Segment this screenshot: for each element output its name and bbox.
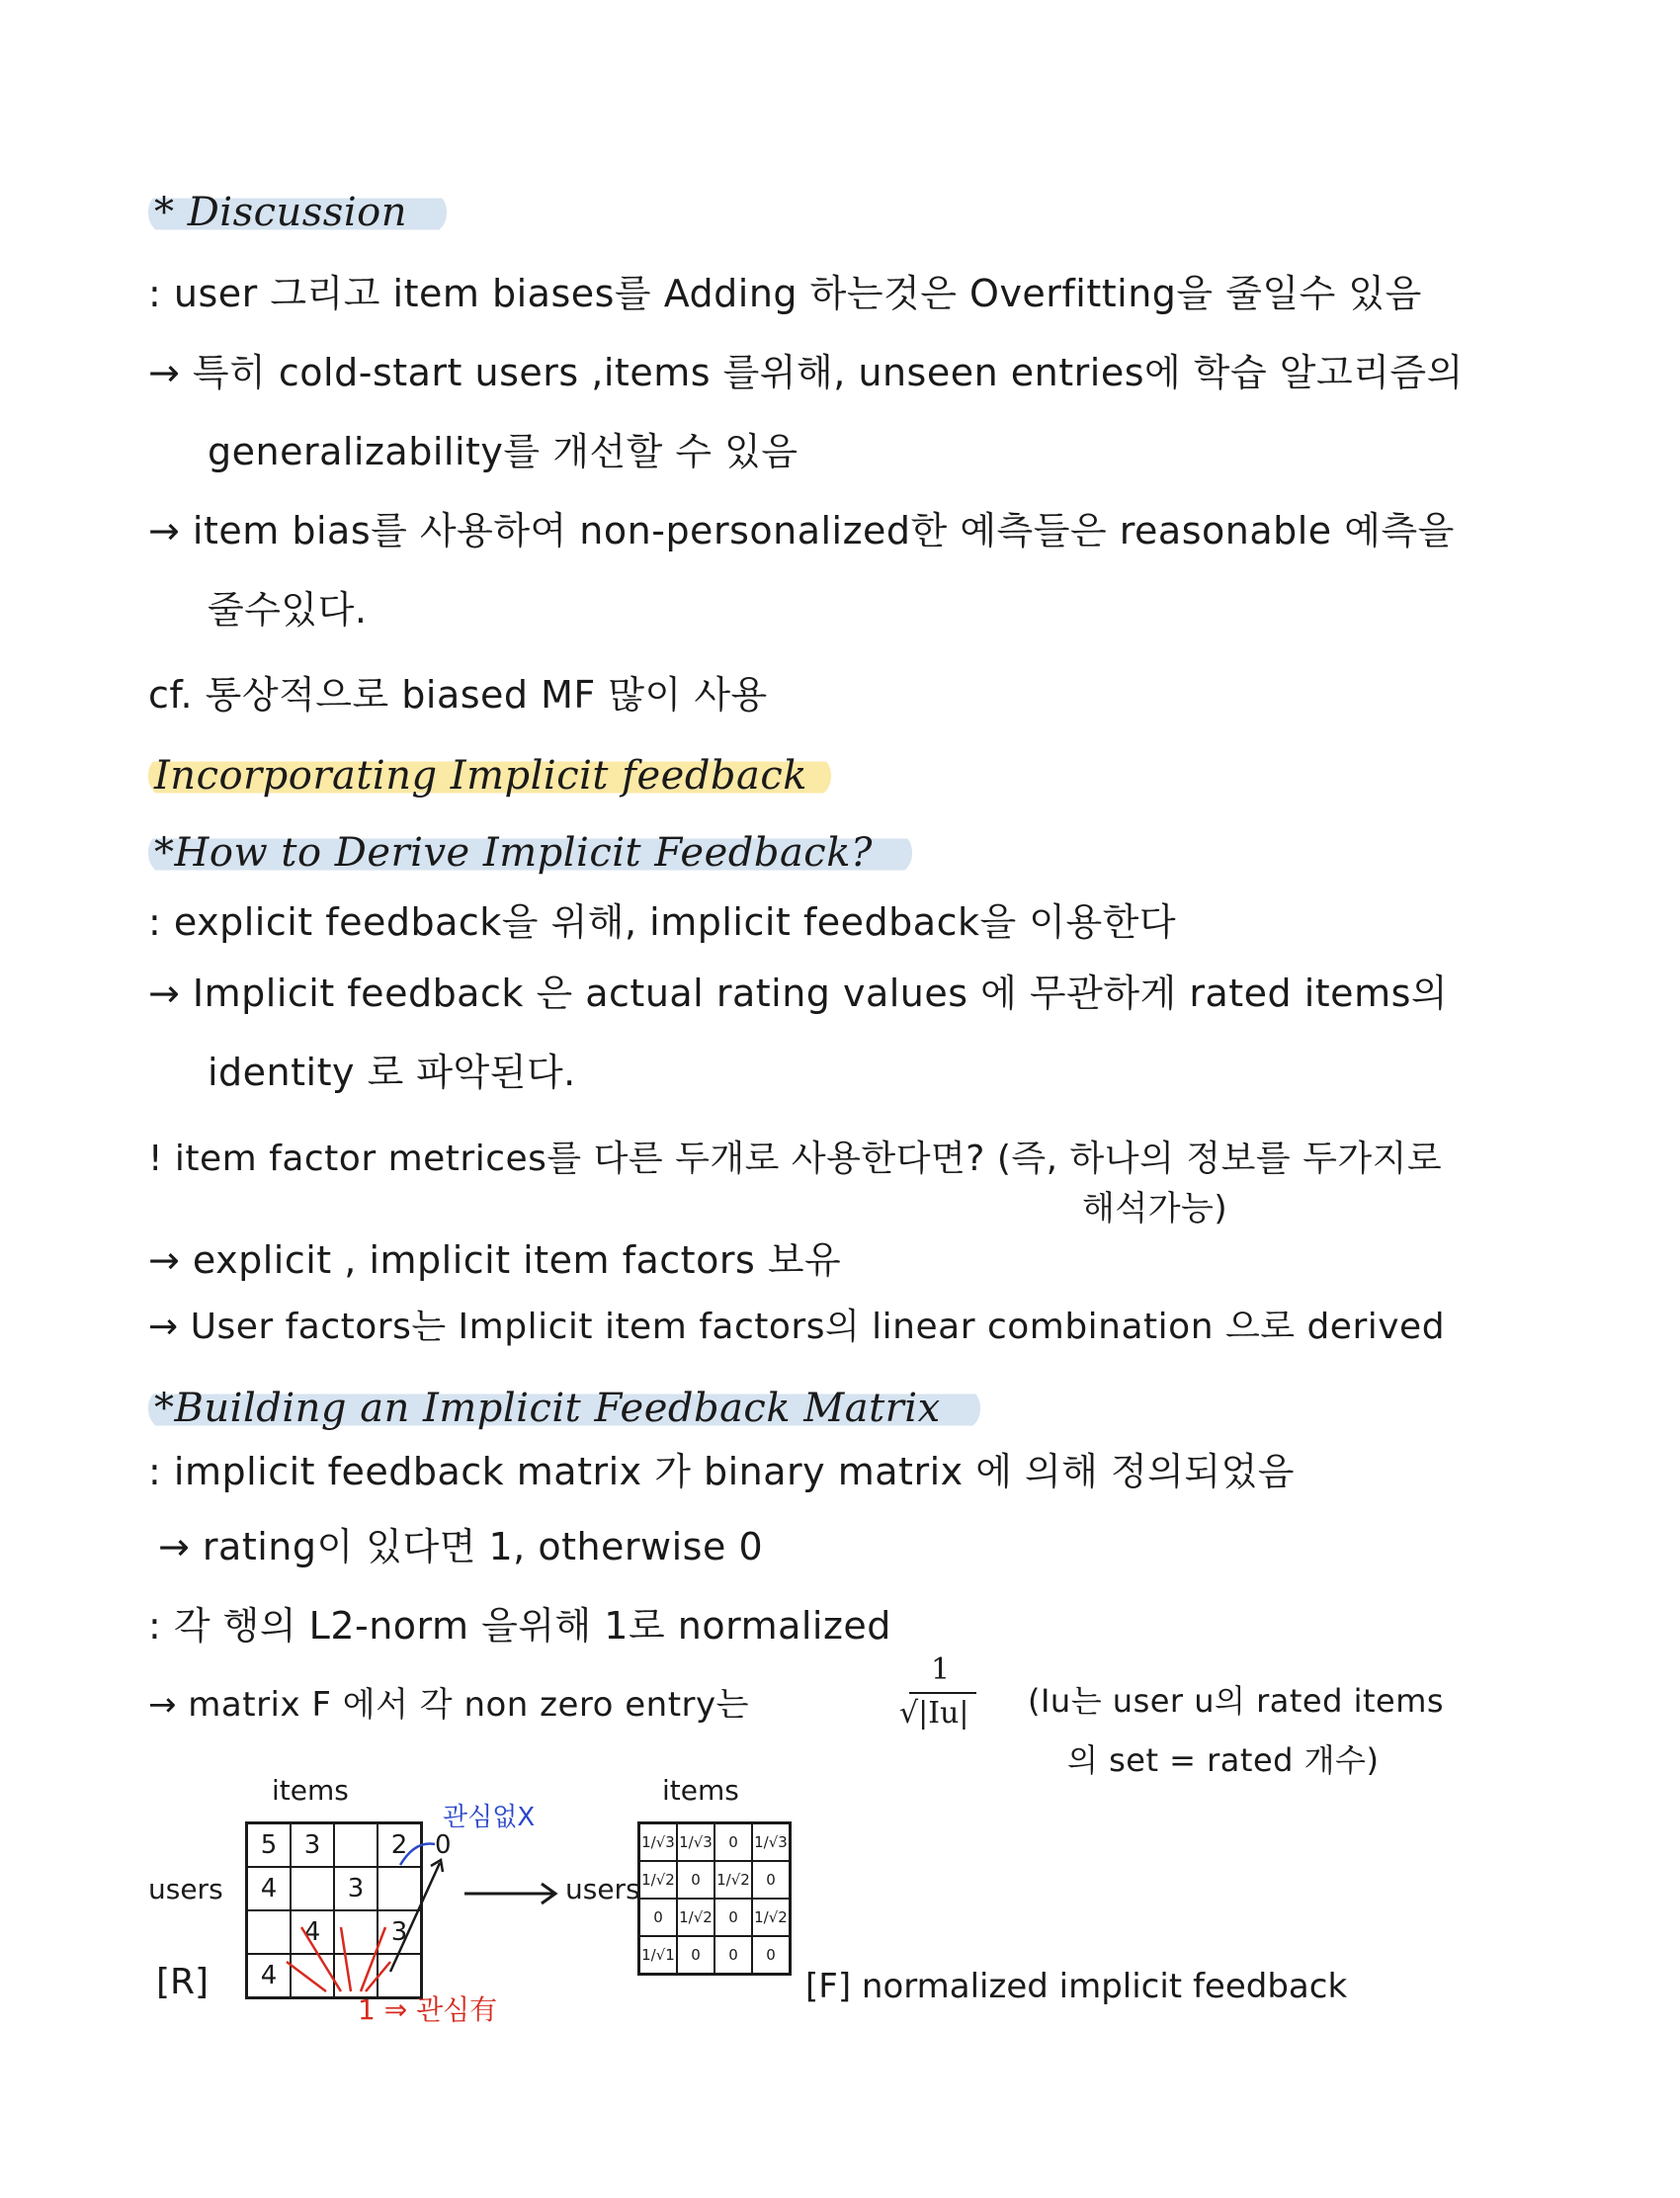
matrix-r-cell: 2: [378, 1823, 421, 1867]
matrix-f-cell: 1/√3: [677, 1823, 714, 1861]
derive-line-5: → explicit , implicit item factors 보유: [148, 1238, 842, 1282]
derive-line-3: identity 로 파악된다.: [208, 1051, 576, 1094]
derive-line-4: ! item factor metrices를 다른 두개로 사용한다면? (즉, 하나의 정보를 두가지로: [148, 1139, 1443, 1179]
matrix-f-cell: 0: [677, 1861, 714, 1899]
discussion-line-2: → 특히 cold-start users ,items 를위해, unseen entries에 학습 알고리즘의: [148, 351, 1464, 394]
building-line-1: : implicit feedback matrix 가 binary matrix 에 의해 정의되었음: [148, 1450, 1296, 1493]
matrix-f-cell: 1/√2: [752, 1899, 790, 1936]
discussion-line-5: 줄수있다.: [208, 588, 368, 632]
matrix-f-cell: 1/√3: [752, 1823, 790, 1861]
derive-line-1: : explicit feedback을 위해, implicit feedback을 이용한다: [148, 900, 1177, 944]
discussion-line-1: : user 그리고 item biases를 Adding 하는것은 Overfitting을 줄일수 있음: [148, 272, 1422, 315]
matrix-f-cell: 1/√3: [639, 1823, 677, 1861]
matrix-f-cell: 0: [714, 1899, 752, 1936]
matrix-f-cell: 0: [639, 1899, 677, 1936]
users-label-r: users: [148, 1873, 223, 1905]
matrix-r-cell: 3: [334, 1867, 378, 1910]
matrix-f-cell: 1/√2: [714, 1861, 752, 1899]
matrix-r-label: [R]: [156, 1962, 210, 2002]
discussion-line-4: → item bias를 사용하여 non-personalized한 예측들은 reasonable 예측을: [148, 509, 1455, 552]
implicit-section-title: Incorporating Implicit feedback: [148, 753, 831, 799]
matrix-f-cell: 0: [752, 1861, 790, 1899]
one-note: 1 ⇒ 관심有: [358, 1993, 498, 2026]
derive-line-6: → User factors는 Implicit item factors의 linear combination 으로 derived: [148, 1307, 1446, 1347]
red-arrow-2: [301, 1927, 341, 1991]
building-heading: *Building an Implicit Feedback Matrix: [148, 1386, 980, 1431]
derive-line-2: → Implicit feedback 은 actual rating values 에 무관하게 rated items의: [148, 972, 1449, 1015]
matrix-f-label: [F] normalized implicit feedback: [805, 1967, 1348, 2006]
cf-note: cf. 통상적으로 biased MF 많이 사용: [148, 673, 768, 717]
matrix-f-cell: 1/√2: [639, 1861, 677, 1899]
building-line-4-note-2: 의 set = rated 개수): [1067, 1741, 1380, 1779]
matrix-r-cell: 5: [247, 1823, 291, 1867]
discussion-line-3: generalizability를 개선할 수 있음: [208, 430, 798, 473]
matrix-f-cell: 0: [752, 1936, 790, 1974]
zero-value: 0: [435, 1830, 452, 1860]
matrix-r-cell: 4: [247, 1867, 291, 1910]
items-label-f: items: [662, 1774, 739, 1807]
users-label-f: users: [565, 1873, 640, 1905]
building-line-2: → rating이 있다면 1, otherwise 0: [158, 1525, 764, 1568]
matrix-r-cell: 4: [291, 1910, 334, 1954]
matrix-r-cell: 4: [247, 1954, 291, 1997]
matrix-f-cell: 0: [677, 1936, 714, 1974]
discussion-heading: * Discussion: [148, 190, 447, 235]
matrix-f-cell: 0: [714, 1936, 752, 1974]
matrix-r-cell: 3: [291, 1823, 334, 1867]
derive-line-4b: 해석가능): [1082, 1189, 1228, 1228]
red-arrow-3: [341, 1927, 351, 1991]
zero-note: 관심없X: [443, 1803, 536, 1832]
black-arrow-zero: [390, 1863, 440, 1972]
matrix-f-cell: 1/√1: [639, 1936, 677, 1974]
matrix-r-cell: 3: [378, 1910, 421, 1954]
blue-arrow-top: [400, 1843, 435, 1865]
fraction-numerator: 1: [931, 1652, 951, 1687]
fraction-denominator: √|Iu|: [899, 1696, 969, 1731]
matrix-f-cell: 1/√2: [677, 1899, 714, 1936]
red-arrow-1: [287, 1962, 326, 1991]
building-line-4: → matrix F 에서 각 non zero entry는: [148, 1685, 750, 1725]
items-label-r: items: [272, 1774, 349, 1807]
building-line-4-note: (Iu는 user u의 rated items: [1028, 1682, 1445, 1720]
derive-heading: *How to Derive Implicit Feedback?: [148, 830, 912, 876]
building-line-3: : 각 행의 L2-norm 을위해 1로 normalized: [148, 1604, 891, 1648]
matrix-f-cell: 0: [714, 1823, 752, 1861]
